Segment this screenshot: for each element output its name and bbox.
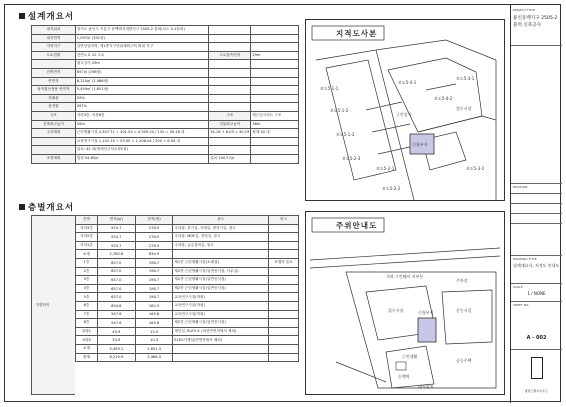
- drawing-caption: DRAWING TITLE: [513, 257, 537, 261]
- floors-cell: [173, 250, 269, 259]
- floors-cell: 1층: [76, 258, 98, 267]
- floors-cell: [269, 267, 299, 276]
- location-map-label: 업무시설: [388, 308, 404, 313]
- overview-row-label: 건축최고높이: [32, 120, 76, 129]
- floors-cell: 834.9: [135, 250, 173, 259]
- overview-row-value: 59%: [75, 94, 208, 103]
- floors-cell: 주차장, 전기실, 기계실, 발전기실, 창고: [173, 224, 269, 233]
- floors-row: [76, 336, 299, 345]
- company-name: 종합건축사사무소: [524, 389, 549, 393]
- overview-row: [32, 103, 299, 112]
- floors-cell: 278.9: [135, 233, 173, 242]
- floors-cell: 6층: [76, 301, 98, 310]
- overview-extra-value: [209, 86, 251, 95]
- overview-extra2-value: [251, 26, 299, 35]
- floors-cell: 657.0: [97, 267, 135, 276]
- floors-cell: 2,760.8: [97, 250, 135, 259]
- floors-cell: [173, 344, 269, 353]
- overview-extra2-value: [251, 103, 299, 112]
- overview-row: [32, 34, 299, 43]
- overview-row-label: 주차계획: [32, 129, 76, 138]
- floors-cell: 소계: [76, 344, 98, 353]
- cadastral-parcel-label: 신청부지: [412, 142, 428, 147]
- overview-extra-value: 설치 100.57㎡: [209, 154, 251, 163]
- overview-extra-value: 29m: [251, 51, 299, 60]
- floors-row: [76, 258, 299, 267]
- bullet-square-icon: [19, 13, 25, 19]
- floors-cell: 10.3: [135, 336, 173, 345]
- bullet-square-icon: [19, 204, 25, 210]
- floors-row: [76, 241, 299, 250]
- overview-row-label: 조경계획: [32, 154, 76, 163]
- overview-extra-label: 도로접속면적: [209, 51, 251, 60]
- floors-cell: 제2종 근린생활시설(일반음식점): [173, 276, 269, 285]
- floors-cell: [269, 293, 299, 302]
- overview-row: [32, 26, 299, 35]
- floors-side-label: 층별면적: [36, 303, 50, 307]
- overview-row-label: 건폐율: [32, 94, 76, 103]
- cadastral-map-panel: [305, 19, 505, 201]
- overview-extra-value: [209, 60, 251, 69]
- overview-row-label: [32, 60, 76, 69]
- floors-cell: 278.9: [135, 224, 173, 233]
- parcel-line: [426, 84, 456, 90]
- location-map-label: 공동주택: [456, 358, 472, 363]
- overview-row: [32, 120, 299, 129]
- cadastral-parcel-label: 보도5-2-3: [342, 156, 361, 161]
- overview-table: [31, 25, 299, 164]
- floors-cell: 1,651.4: [135, 344, 173, 353]
- location-map-label: 주차장: [456, 278, 468, 283]
- overview-row-label: 건축면적: [32, 68, 76, 77]
- overview-row-value: 경기도 용인시 기흥구 동백택지개발지구 2505-2 블럭(보도 5-2블럭): [75, 26, 208, 35]
- floors-cell: [269, 241, 299, 250]
- location-map-panel: [305, 211, 505, 395]
- road-line: [418, 116, 496, 200]
- overview-extra-value: 36m: [251, 120, 299, 129]
- floors-row: [76, 267, 299, 276]
- floors-row: [76, 353, 299, 362]
- road-line: [336, 362, 386, 382]
- location-map-label: 대지위치: [418, 384, 434, 389]
- floors-cell: 교육연구시설(학원): [173, 293, 269, 302]
- floors-row: [76, 284, 299, 293]
- floors-row: [76, 250, 299, 259]
- floors-cell: ELEV기계실(연면적에서 제외): [173, 336, 269, 345]
- road-line: [376, 40, 496, 120]
- overview-extra2-value: [251, 146, 299, 155]
- floors-cell: 278.9: [135, 241, 173, 250]
- overview-row: [32, 137, 299, 146]
- floors-cell: [269, 353, 299, 362]
- floors-cell: [269, 276, 299, 285]
- road-line: [310, 248, 500, 260]
- overview-row-value: 근린생활시설 4,307.71 ÷ 201.53 = 4,509.24 / 132 = 34.16 대: [75, 129, 208, 138]
- company-logo-icon: [531, 357, 543, 379]
- overview-row: [32, 68, 299, 77]
- floors-cell: 제1종 근린생활시설(소매점): [173, 258, 269, 267]
- floors-cell: [269, 284, 299, 293]
- cadastral-map: [306, 20, 504, 200]
- parcel-block: [326, 60, 396, 180]
- overview-row: [32, 94, 299, 103]
- overview-extra2-value: [251, 94, 299, 103]
- sheet-caption: SHEET NO.: [513, 303, 530, 307]
- floors-cell: 옥탑1: [76, 327, 98, 336]
- floors-cell: 920.7: [97, 241, 135, 250]
- floors-cell: [269, 327, 299, 336]
- floors-cell: [269, 310, 299, 319]
- floors-cell: 920.7: [97, 224, 135, 233]
- project-caption: PROJECT TITLE: [513, 8, 536, 12]
- floors-cell: 5층: [76, 293, 98, 302]
- overview-row-label: 용적률: [32, 103, 76, 112]
- overview-row-label: 도로현황: [32, 51, 76, 60]
- floors-cell: [269, 233, 299, 242]
- location-title-frame: [312, 218, 384, 232]
- floors-cell: 4층: [76, 284, 98, 293]
- overview-extra2-value: [251, 154, 299, 163]
- floors-cell: 8층: [76, 319, 98, 328]
- floors-cell: 3층: [76, 276, 98, 285]
- floors-cell: 198.7: [135, 284, 173, 293]
- floors-table: [75, 215, 299, 362]
- overview-row-value: 5,459㎡ (1,651평): [75, 86, 208, 95]
- floors-cell: 지하1층: [76, 241, 98, 250]
- overview-row-label: 지역지구: [32, 43, 76, 52]
- overview-row-value: 법정 54.85㎡: [75, 154, 208, 163]
- overview-extra-value: [209, 68, 251, 77]
- overview-row: [32, 86, 299, 95]
- cadastral-title-frame: [312, 26, 384, 40]
- floors-cell: 8,219.9: [97, 353, 135, 362]
- cadastral-parcel-label: 보도5-4-2: [434, 96, 453, 101]
- sheet-number: A - 002: [526, 335, 547, 341]
- floors-row: [76, 293, 299, 302]
- floors-cell: 547.6: [97, 310, 135, 319]
- overview-row-label: 규모: [32, 111, 76, 120]
- floors-row: [76, 344, 299, 353]
- floors-cell: 합계: [76, 353, 98, 362]
- overview-row: [32, 51, 299, 60]
- floors-cell: 198.7: [135, 293, 173, 302]
- cadastral-parcel-label: 보도5-2-1: [376, 166, 395, 171]
- overview-row-value: 35m: [75, 120, 208, 129]
- overview-extra2-value: [251, 68, 299, 77]
- overview-extra-value: 철근콘크리트 구조: [251, 111, 299, 120]
- floors-cell: 45.9: [97, 327, 135, 336]
- overview-extra-value: [209, 146, 251, 155]
- floors-cell: 계단실, ELEV.① (비상연면적에서 제외): [173, 327, 269, 336]
- floors-row: [76, 276, 299, 285]
- location-map-label: 운동시설: [456, 308, 472, 313]
- drawing-sheet: [4, 4, 561, 402]
- floors-cell: [173, 353, 269, 362]
- overview-extra-value: [209, 103, 251, 112]
- floors-cell: 657.0: [97, 293, 135, 302]
- location-title: 주위안내도: [336, 221, 378, 230]
- site-location-highlight: [418, 318, 436, 342]
- overview-extra-label: 구조: [209, 111, 251, 120]
- overview-row-value: 497%: [75, 103, 208, 112]
- cadastral-parcel-label: 보도5-1-1: [320, 86, 339, 91]
- floors-cell: [269, 336, 299, 345]
- overview-row-label: 대지위치: [32, 26, 76, 35]
- floors-header-row: [76, 216, 299, 225]
- floors-header-cell: 면적(평): [135, 216, 173, 225]
- floors-cell: 198.7: [135, 267, 173, 276]
- floors-cell: [269, 301, 299, 310]
- floors-side-cell: [31, 215, 75, 395]
- overview-heading: [19, 10, 74, 22]
- floors-cell: 7층: [76, 310, 98, 319]
- overview-row: [32, 146, 299, 155]
- floors-cell: [269, 344, 299, 353]
- overview-extra2-value: [251, 86, 299, 95]
- floors-cell: [269, 224, 299, 233]
- floors-cell: 920.7: [97, 233, 135, 242]
- floors-row: [76, 301, 299, 310]
- floors-row: [76, 224, 299, 233]
- overview-row-value: 657㎡ (198평): [75, 68, 208, 77]
- overview-extra-value: [209, 137, 251, 146]
- floors-cell: 165.6: [135, 310, 173, 319]
- cadastral-parcel-label: 보도5-4-1: [398, 80, 417, 85]
- overview-extra-value: [209, 26, 251, 35]
- floors-cell: 주차장, MDF실, 전력실, 창고: [173, 233, 269, 242]
- cadastral-parcel-label: 보도5-3-2: [466, 166, 485, 171]
- parcel-line: [372, 124, 410, 132]
- floors-cell: 33.9: [97, 336, 135, 345]
- overview-extra2-value: [251, 60, 299, 69]
- floors-heading: [19, 201, 74, 213]
- floors-cell: 제2종 근린생활시설(일반음식점): [173, 284, 269, 293]
- cadastral-title: 지적도사본: [336, 29, 378, 38]
- location-map-label: 근린생활: [402, 354, 418, 359]
- floors-cell: 제2종 근린생활시설(일반음식점): [173, 319, 269, 328]
- overview-row: [32, 77, 299, 86]
- overview-extra2-value: [251, 77, 299, 86]
- floors-cell: 2,486.3: [135, 353, 173, 362]
- floors-cell: 소계: [76, 250, 98, 259]
- floors-cell: 657.0: [97, 284, 135, 293]
- overview-row-value: 1,097㎡ (331평): [75, 34, 208, 43]
- road-line: [310, 256, 500, 268]
- overview-row-value: 접도길이 29m: [75, 60, 208, 69]
- overview-extra2-value: [251, 137, 299, 146]
- overview-row-label: [32, 146, 76, 155]
- title-block: [510, 5, 562, 403]
- station-icon: [396, 362, 406, 370]
- block-outline: [386, 346, 434, 388]
- floors-cell: 교육연구시설(학원): [173, 301, 269, 310]
- overview-row: [32, 60, 299, 69]
- floors-row: [76, 327, 299, 336]
- overview-extra-value: [209, 43, 251, 52]
- floors-cell: [269, 250, 299, 259]
- overview-extra-label: 건물최고높이: [209, 120, 251, 129]
- overview-extra2-value: [251, 43, 299, 52]
- cadastral-parcel-label: 보도5-1-3: [336, 132, 355, 137]
- floors-header-cell: 비고: [269, 216, 299, 225]
- floors-row: [76, 319, 299, 328]
- overview-extra2-value: 합계 40 대: [251, 129, 299, 138]
- floors-header-cell: 층별: [76, 216, 98, 225]
- parcel-line: [378, 146, 414, 154]
- overview-extra-value: [209, 77, 251, 86]
- floors-cell: [269, 319, 299, 328]
- floors-cell: 제2종 근린생활시설(일반음식점, 사무실): [173, 267, 269, 276]
- floors-cell: 547.6: [97, 319, 135, 328]
- floors-cell: 보행자 통로: [269, 258, 299, 267]
- floors-cell: 교육연구시설(학원): [173, 310, 269, 319]
- overview-row-value: 일반상업지역, 제1종지구단위계획구역 확대 지구: [75, 43, 208, 52]
- drawing-title: 설계개요서, 지적도 안내도: [513, 263, 560, 268]
- floors-header-cell: 면적(㎡): [97, 216, 135, 225]
- floors-cell: 지하3층: [76, 224, 98, 233]
- scale-value: 1 / NONE: [527, 291, 546, 296]
- overview-row: [32, 154, 299, 163]
- cadastral-parcel-label: 근린상가: [396, 112, 412, 117]
- location-map-label: 신청부지: [418, 310, 434, 315]
- floors-cell: 2층: [76, 267, 98, 276]
- overview-row: [32, 43, 299, 52]
- overview-row-label: [32, 137, 76, 146]
- floors-cell: 13.9: [135, 327, 173, 336]
- floors-row: [76, 233, 299, 242]
- floors-title: 층별개요서: [28, 203, 75, 213]
- overview-row-label: 용적률산정용 연면적: [32, 86, 76, 95]
- overview-extra-value: [209, 94, 251, 103]
- scale-caption: SCALE: [513, 285, 523, 289]
- location-map: [306, 212, 504, 394]
- floors-cell: 5,459.1: [97, 344, 135, 353]
- overview-extra-value: [209, 34, 251, 43]
- location-map-label: 석학 그린웨이 미부분: [386, 274, 424, 279]
- overview-row-value: 전면도로 10 도로: [75, 51, 208, 60]
- floors-cell: 198.7: [135, 276, 173, 285]
- location-map-label: 동백역: [398, 374, 410, 379]
- overview-row-value: 설치: 42 대(장애인주차1대포함): [75, 146, 208, 155]
- overview-extra2-value: [251, 34, 299, 43]
- floors-cell: 657.0: [97, 276, 135, 285]
- cadastral-parcel-label: 보도5-1-2: [330, 108, 349, 113]
- floors-cell: 옥탑2: [76, 336, 98, 345]
- overview-row-label: 연면적: [32, 77, 76, 86]
- overview-row-value: 지하3층, 지상8층: [75, 111, 208, 120]
- overview-row: [32, 111, 299, 120]
- overview-row: [32, 129, 299, 138]
- overview-row-value: 8,210㎡ (2,486평): [75, 77, 208, 86]
- overview-row-label: 대지면적: [32, 34, 76, 43]
- overview-extra-value: 34.16 + 6.03 = 40.19: [209, 129, 251, 138]
- revision-caption: REVISION: [513, 185, 528, 189]
- cadastral-parcel-label: 업무시설: [456, 106, 472, 111]
- overview-title: 설계개요서: [28, 12, 75, 22]
- overview-row-value: 교육연구시설 1,152.14 ÷ 53.90 = 1,206.04 / 200 = 6.03 대: [75, 137, 208, 146]
- floors-cell: 주차장, 급수설비실, 창고: [173, 241, 269, 250]
- floors-cell: 지하2층: [76, 233, 98, 242]
- block-outline: [442, 290, 492, 344]
- floors-cell: 182.9: [135, 301, 173, 310]
- project-title: 용인동백지구 2505-2블럭 신축공사: [513, 16, 558, 29]
- cadastral-parcel-label: 보도5-2-2: [382, 186, 401, 191]
- cadastral-parcel-label: 보도5-3-1: [456, 76, 475, 81]
- parcel-block: [388, 58, 482, 132]
- floors-cell: 657.0: [97, 258, 135, 267]
- parcel-line: [366, 102, 402, 110]
- floors-cell: 604.8: [97, 301, 135, 310]
- floors-cell: 198.7: [135, 258, 173, 267]
- floors-row: [76, 310, 299, 319]
- floors-header-cell: 용도: [173, 216, 269, 225]
- floors-cell: 165.6: [135, 319, 173, 328]
